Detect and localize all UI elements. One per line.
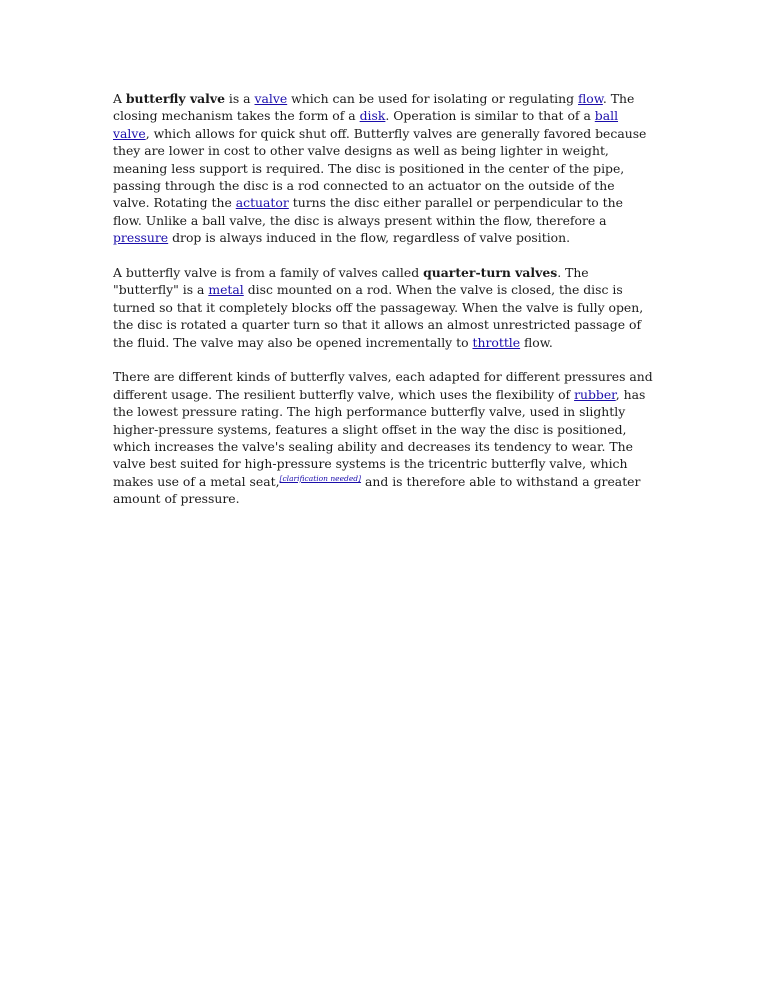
clarification-needed-note	[280, 474, 361, 483]
text-run: drop is always induced in the flow, regardless of valve position.	[168, 230, 571, 246]
text-run: , which allows for quick shut off. Butterfly valves are generally favored because they are lower in cost to other valve designs as well as being lighter in weight, meaning less support is required. The disc is positioned in the center of the pipe, passing through the disc is a rod connected to an actuator on the outside of the valve. Rotating the	[113, 125, 647, 211]
link-metal[interactable]: metal	[208, 282, 244, 298]
text-run: turns the disc either parallel or perpendicular to the flow. Unlike a ball valve, the disc is always present within the flow, therefore a	[113, 195, 623, 228]
paragraph-3	[113, 368, 653, 507]
document-body	[113, 90, 653, 525]
link-flow[interactable]: flow	[578, 91, 603, 106]
link-actuator[interactable]: actuator	[235, 195, 289, 211]
text-run: . The closing mechanism takes the form of a	[113, 91, 635, 124]
text-run: flow.	[520, 334, 553, 350]
link-disk[interactable]: disk	[359, 108, 386, 124]
text-run: is a	[224, 91, 255, 106]
paragraph-2	[113, 264, 653, 351]
bold-term-butterfly-valve: butterfly valve	[125, 91, 225, 106]
link-ball-valve[interactable]: ball valve	[113, 108, 619, 141]
link-rubber[interactable]: rubber	[574, 386, 616, 402]
text-run: . Operation is similar to that of a	[385, 108, 595, 124]
text-run: and is therefore able to withstand a greater amount of pressure.	[113, 473, 641, 507]
text-run: which can be used for isolating or regulating	[287, 91, 578, 106]
text-run: , has the lowest pressure rating. The high performance butterfly valve, used in slightly higher-pressure systems, features a slight offset in the way the disc is positioned, which increases the valve's sealing ability and decreases its tendency to wear. The valve best suited for high-pressure systems is the tricentric butterfly valve, which makes use of a metal seat,	[113, 386, 646, 489]
text-run: disc mounted on a rod. When the valve is closed, the disc is turned so that it completely blocks off the passageway. When the valve is fully open, the disc is rotated a quarter turn so that it allows an almost unrestricted passage of the fluid. The valve may also be opened incrementally to	[113, 282, 644, 350]
clarification-needed-link[interactable]: [clarification needed]	[279, 473, 362, 483]
text-run: There are different kinds of butterfly valves, each adapted for different pressures and different usage. The resilient butterfly valve, which uses the flexibility of	[113, 369, 653, 402]
link-valve[interactable]: valve	[254, 91, 288, 106]
link-pressure[interactable]: pressure	[113, 230, 169, 246]
bold-term-quarter-turn-valves: quarter-turn valves	[423, 264, 558, 280]
paragraph-1	[113, 90, 653, 247]
text-run: A	[113, 91, 126, 106]
text-run: . The "butterfly" is a	[113, 264, 589, 298]
link-throttle[interactable]: throttle	[472, 334, 521, 350]
text-run: A butterfly valve is from a family of valves called	[113, 264, 424, 280]
